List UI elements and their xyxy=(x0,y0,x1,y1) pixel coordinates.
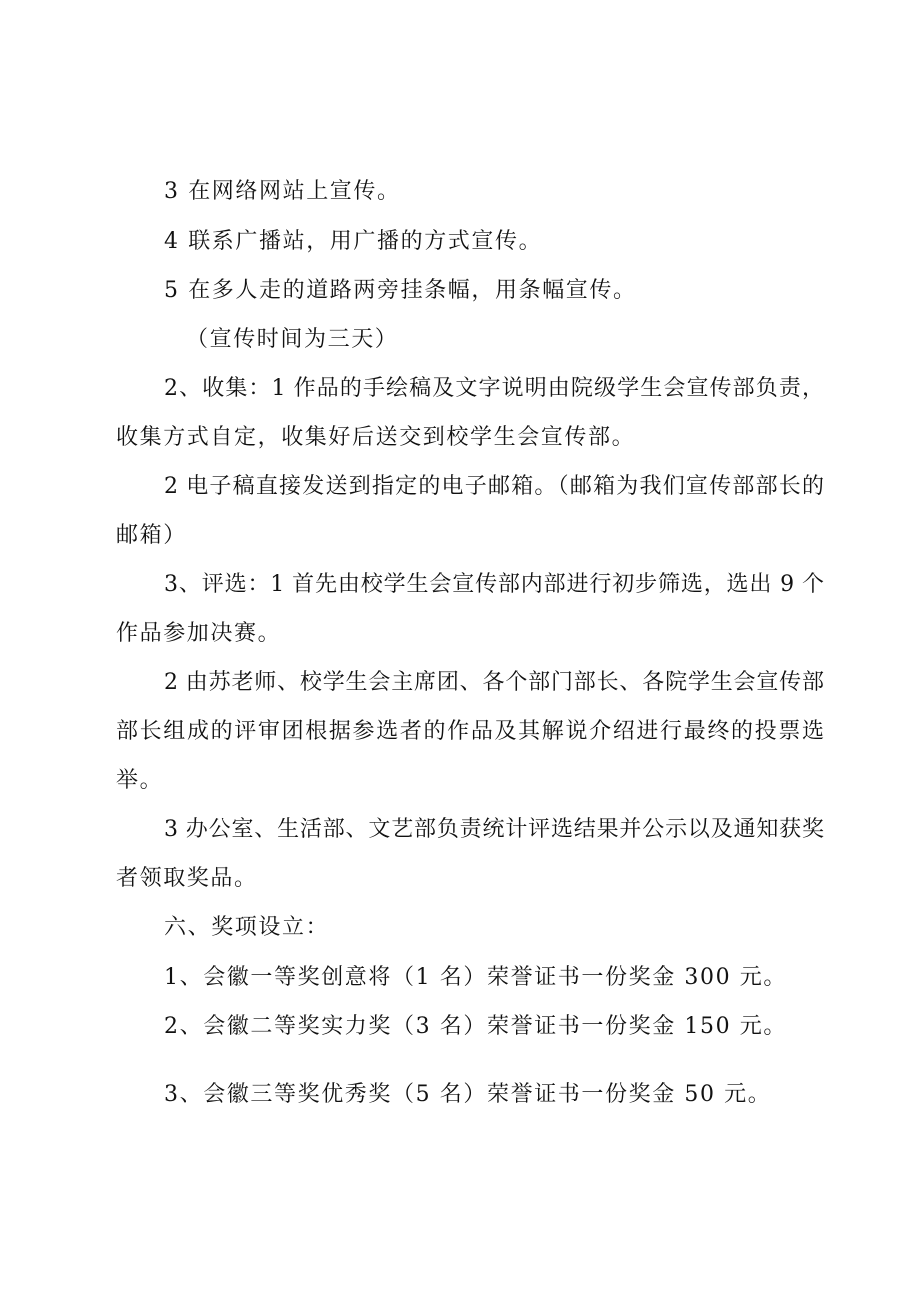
text-line: 3、评选：1 首先由校学生会宣传部内部进行初步筛选，选出 9 个 xyxy=(164,572,824,597)
section-heading: 六、奖项设立： xyxy=(164,915,330,940)
text-line: 4 联系广播站，用广播的方式宣传。 xyxy=(164,229,543,254)
text-line: 2、会徽二等奖实力奖（3 名）荣誉证书一份奖金 150 元。 xyxy=(164,1014,787,1039)
text-line: 1、会徽一等奖创意将（1 名）荣誉证书一份奖金 300 元。 xyxy=(164,965,787,990)
text-line: （宣传时间为三天） xyxy=(186,327,399,352)
text-line: 3、会徽三等奖优秀奖（5 名）荣誉证书一份奖金 50 元。 xyxy=(164,1082,772,1107)
text-line: 作品参加决赛。 xyxy=(116,621,282,646)
text-line: 者领取奖品。 xyxy=(116,866,258,891)
text-line: 5 在多人走的道路两旁挂条幅，用条幅宣传。 xyxy=(164,278,637,303)
text-line: 举。 xyxy=(116,768,164,793)
text-line: 3 办公室、生活部、文艺部负责统计评选结果并公示以及通知获奖 xyxy=(164,817,824,842)
text-line: 邮箱） xyxy=(116,523,187,548)
text-line: 2 由苏老师、校学生会主席团、各个部门部长、各院学生会宣传部 xyxy=(164,670,824,695)
text-line: 3 在网络网站上宣传。 xyxy=(164,179,401,204)
text-line: 收集方式自定，收集好后送交到校学生会宣传部。 xyxy=(116,425,636,450)
text-line: 2 电子稿直接发送到指定的电子邮箱。（邮箱为我们宣传部部长的 xyxy=(164,474,824,499)
text-line: 部长组成的评审团根据参选者的作品及其解说介绍进行最终的投票选 xyxy=(116,719,824,744)
text-line: 2、收集：1 作品的手绘稿及文字说明由院级学生会宣传部负责， xyxy=(164,376,824,401)
